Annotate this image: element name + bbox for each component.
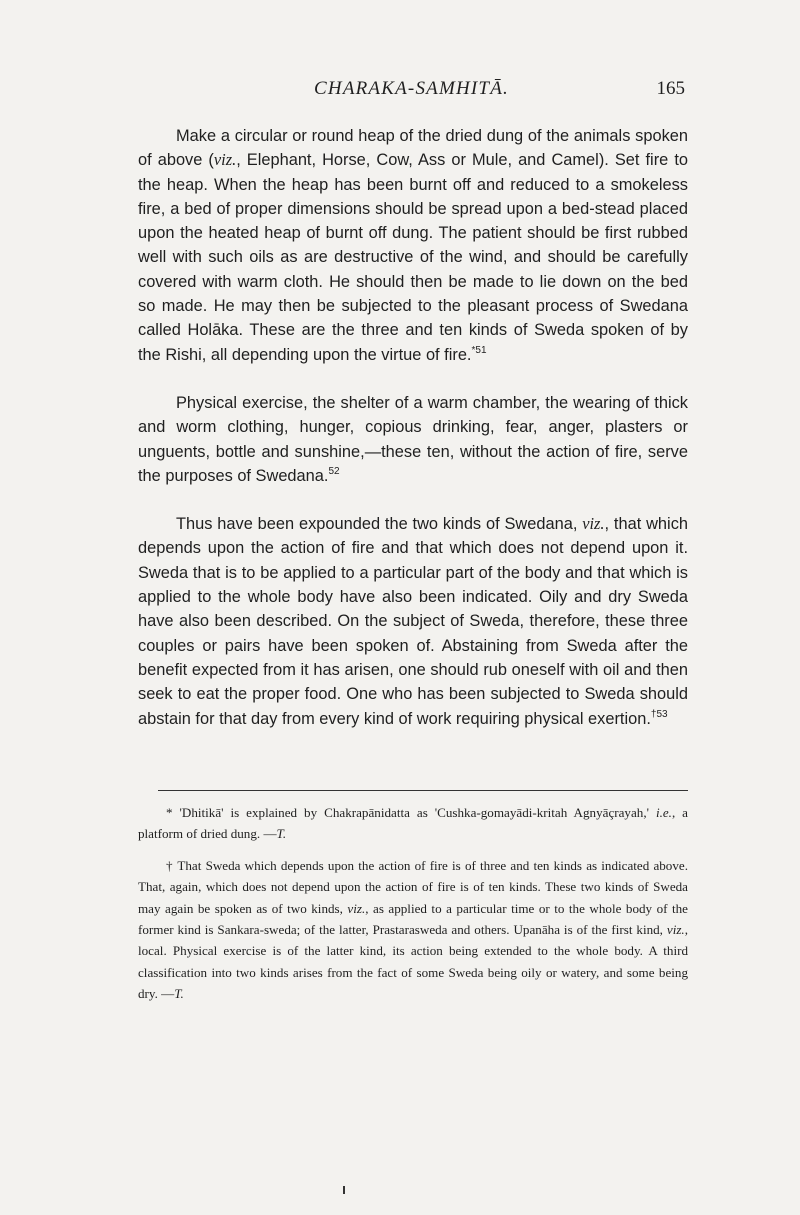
footnote-2	[138, 855, 688, 1005]
footnote-ref-51: *51	[471, 344, 487, 356]
footnote-ref-52: 52	[328, 465, 340, 477]
footnote-1-text-a: * 'Dhitikā' is explained by Chakrapānidatta as 'Cushka-gomayādi-kritah Agnyāçrayah,'	[166, 805, 656, 820]
footnote-1-text-b: , a platform of dried dung. —	[138, 805, 688, 842]
page-number: 165	[656, 78, 685, 99]
page-header	[138, 78, 685, 104]
paragraph-1-text-a: Make a circular or round heap of the dried dung of the animals spoken of above (	[138, 127, 688, 170]
footnote-2-viz-2: viz.	[666, 922, 685, 938]
footnote-ref-53: †53	[650, 708, 668, 720]
footnote-2-text-a: † That Sweda which depends upon the action of fire is of three and ten kinds as indicated above. That, again, which does not depend upon the action of fire is of ten kinds. These two kinds of Sweda may again be spoken as of two kinds,	[138, 857, 688, 916]
footnote-2-text-c: , local. Physical exercise is of the latter kind, its action being extended to the whole body. A third classification into two kinds arises from the fact of some Sweda being oily or watery, and some being dry. —	[138, 922, 688, 1002]
paragraph-3-text-b: , that which depends upon the action of fire and that which does not depend upon it. Sweda that is to be applied to a particular part of the body and that which is applied to the whole body have also been indicated. Oily and dry Sweda have also been described. On the subject of Sweda, therefore, these three couples or pairs have been spoken of. Abstaining from Sweda after the benefit expected from it has arisen, one should rub oneself with oil and then seek to eat the proper food. One who has been subjected to Sweda should abstain for that day from every kind of work requiring physical exertion.	[138, 515, 688, 728]
paragraph-3-text-a: Thus have been expounded the two kinds of Swedana,	[176, 515, 583, 534]
main-text	[138, 124, 688, 731]
footnotes	[138, 802, 688, 1015]
paragraph-1-viz: viz.	[213, 150, 237, 170]
ink-speck	[343, 1186, 345, 1194]
paragraph-1-text-b: , Elephant, Horse, Cow, Ass or Mule, and Camel). Set fire to the heap. When the heap has been burnt off and reduced to a smokeless fire, a bed of proper dimensions should be spread upon a bed-stead placed upon the heated heap of burnt off dung. The patient should be first rubbed well with such oils as are destructive of the wind, and should be carefully covered with warm cloth. He should then be made to lie down on the bed so made. He may then be subjected to the pleasant process of Swedana called Holāka. These are the three and ten kinds of Sweda spoken of by the Rishi, all depending upon the virtue of fire.	[138, 151, 688, 364]
running-title: CHARAKA-SAMHITĀ.	[314, 78, 509, 99]
footnote-1-translator: T.	[276, 826, 287, 842]
paragraph-3-viz: viz.	[582, 514, 605, 534]
paragraph-2	[138, 391, 688, 488]
footnote-divider	[158, 790, 688, 791]
footnote-2-translator: T.	[174, 986, 184, 1002]
paragraph-3	[138, 512, 688, 731]
footnote-1-ie: i.e.	[655, 805, 672, 820]
footnote-2-viz-1: viz.	[347, 900, 366, 916]
paragraph-2-text: Physical exercise, the shelter of a warm chamber, the wearing of thick and worm clothing, hunger, copious drinking, fear, anger, plasters or unguents, bottle and sunshine,—these ten, without the action of fire, serve the purposes of Swedana.	[138, 393, 688, 485]
footnote-2-text-b: , as applied to a particular time or to the whole body of the former kind is Sankara-sweda; of the latter, Prastarasweda and others. Upanāha is of the first kind,	[138, 900, 688, 938]
paragraph-1	[138, 124, 688, 367]
footnote-1	[138, 802, 688, 845]
